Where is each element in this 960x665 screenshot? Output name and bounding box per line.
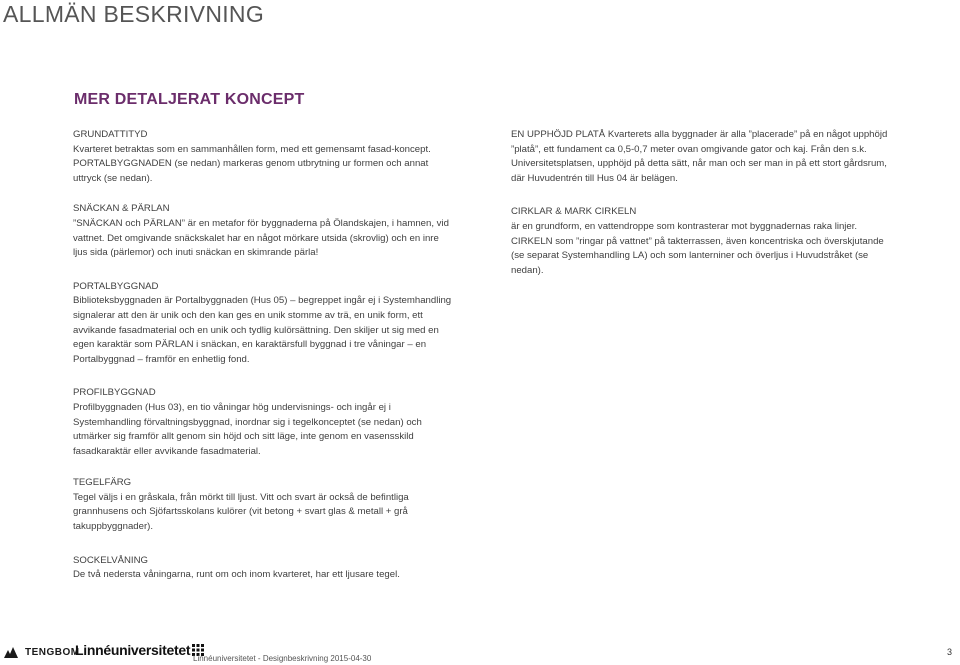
tengbom-logo	[3, 645, 80, 659]
right-column	[511, 128, 896, 278]
linneuniversitetet-logo	[75, 642, 204, 658]
section-body: Kvarteret betraktas som en sammanhållen form, med ett gemensamt fasad-koncept. PORTALBYGGNADEN (se nedan) markeras genom utbrytning ur formen och annat uttryck (se nedan).	[73, 143, 431, 184]
tengbom-wordmark: TENGBOM	[25, 646, 80, 658]
section-body: Profilbyggnaden (Hus 03), en tio våningar hög undervisnings- och ingår ej i Systemhandling förvaltningsbyggnad, inordnar sig i tegelkonceptet (se nedan) och utmärker sig framför allt genom sin höjd och sitt läge, inte genom en vasensskild fasadkaraktär eller avvikande fasadmaterial.	[73, 401, 422, 457]
section-profilbyggnad	[73, 386, 453, 459]
section-subtitle: MER DETALJERAT KONCEPT	[74, 91, 305, 108]
section-upphojd-plata	[511, 128, 896, 186]
section-body: EN UPPHÖJD PLATÅ Kvarterets alla byggnader är alla ”placerade” på en något upphöjd ”platå”, ett fundament ca 0,5-0,7 meter ovan omgivande gator och kaj. Från den s.k. Universitetsplatsen, upphöjd på detta sätt, når man och ser man in på ett stort gårdsrum, där Huvudentrén till Hus 04 är belägen.	[511, 129, 888, 184]
section-body: ”SNÄCKAN och PÄRLAN” är en metafor för byggnaderna på Ölandskajen, i hamnen, vid vattnet. Det omgivande snäckskalet har en något mörkare utsida (skrovlig) och en inre ljus sida (pärlemor) och inuti snäckan en skimrande pärla!	[73, 217, 449, 259]
section-body: De två nedersta våningarna, runt om och inom kvarteret, har ett ljusare tegel.	[73, 569, 400, 581]
tengbom-mark-icon	[3, 645, 19, 659]
section-portalbyggnad	[73, 280, 453, 368]
section-tegelfarg	[73, 476, 453, 534]
page-number: 3	[946, 647, 952, 657]
section-snackan-parlan	[73, 202, 453, 260]
section-heading: PORTALBYGGNAD	[73, 280, 159, 292]
page-title: ALLMÄN BESKRIVNING	[3, 1, 265, 27]
section-sockelvaning	[73, 554, 453, 583]
section-heading: GRUNDATTITYD	[73, 129, 148, 140]
section-heading: SNÄCKAN & PÄRLAN	[73, 203, 170, 215]
section-heading: PROFILBYGGNAD	[73, 387, 156, 399]
footer-caption: Linnéuniversitetet - Designbeskrivning 2015-04-30	[193, 654, 372, 663]
left-column	[73, 128, 453, 583]
section-heading: SOCKELVÅNING	[73, 554, 148, 566]
section-cirklar-mark	[511, 205, 896, 278]
section-heading: TEGELFÄRG	[73, 477, 132, 489]
page-footer	[0, 640, 960, 665]
lnu-wordmark: Linnéuniversitetet	[75, 642, 191, 658]
section-body: Tegel väljs i en gråskala, från mörkt till ljust. Vitt och svart är också de befintliga grannhusens och Sjöfartsskolans kulörer (vit betong + svart glas & metall + grå takuppbyggnader).	[73, 491, 409, 533]
section-body: Biblioteksbyggnaden är Portalbyggnaden (Hus 05) – begreppet ingår ej i Systemhandling signalerar att den är unik och den kan ges en unik stomme av trä, en unik form, ett avvikande fasadmaterial och en unik och tydlig kulörsättning. Den skiljer ut sig med en egen karaktär som PÄRLAN i snäckan, en karaktärsfull byggnad i tre våningar – en Portalbyggnad – framför en enhetlig fond.	[73, 295, 452, 365]
section-heading: CIRKLAR & MARK CIRKELN	[511, 206, 637, 218]
section-grundattityd	[73, 128, 453, 186]
section-body: är en grundform, en vattendroppe som kontrasterar mot byggnadernas raka linjer. CIRKELN som ”ringar på vattnet” på takterrassen, även koncentriska och överskjutande (se separat Systemhandling LA) och som lanterniner och överljus i Huvudstråket (se nedan).	[511, 220, 884, 276]
